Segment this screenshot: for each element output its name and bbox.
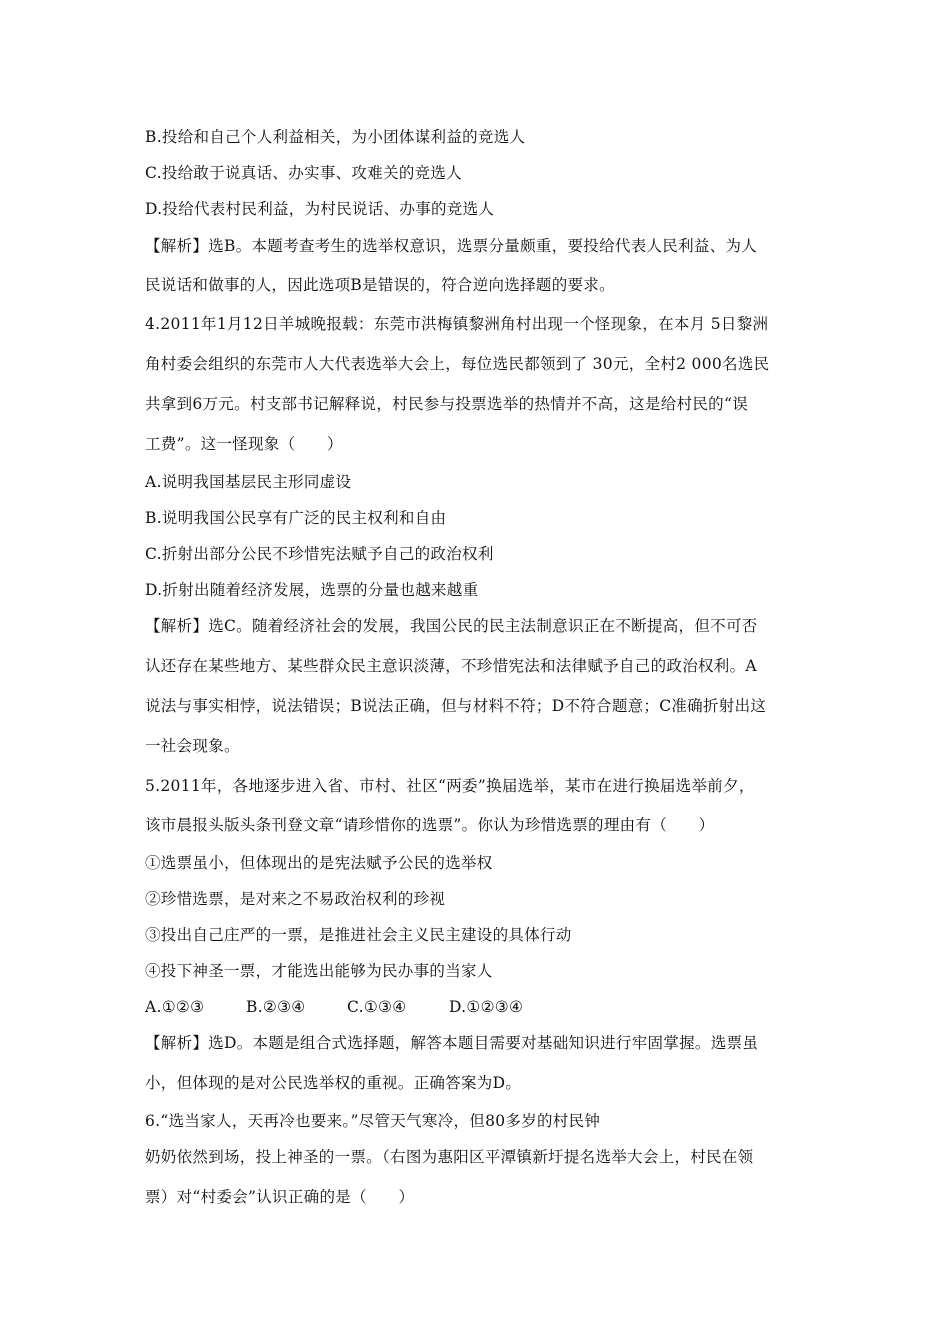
q3-analysis-line: 民说话和做事的人，因此选项B是错误的，符合逆向选择题的要求。 <box>145 276 615 294</box>
q4-option-d: D.折射出随着经济发展，选票的分量也越来越重 <box>145 581 479 599</box>
q4-stem-line: 4.2011年1月12日羊城晚报载：东莞市洪梅镇黎洲角村出现一个怪现象，在本月 5日黎洲 <box>145 315 769 333</box>
q5-choice-a: A.①②③ <box>145 998 205 1016</box>
q5-item: ③投出自己庄严的一票，是推进社会主义民主建设的具体行动 <box>145 926 572 944</box>
q4-option-a: A.说明我国基层民主形同虚设 <box>145 473 352 491</box>
q5-item: ④投下神圣一票，才能选出能够为民办事的当家人 <box>145 962 493 980</box>
q4-analysis-line: 【解析】选C。随着经济社会的发展，我国公民的民主法制意识正在不断提高，但不可否 <box>145 617 758 635</box>
q4-analysis-line: 一社会现象。 <box>145 737 240 755</box>
q4-stem-line: 共拿到6万元。村支部书记解释说，村民参与投票选举的热情并不高，这是给村民的“误 <box>145 395 748 413</box>
q5-item: ①选票虽小，但体现出的是宪法赋予公民的选举权 <box>145 854 493 872</box>
q6-stem-line: 6.“选当家人，天再冷也要来。”尽管天气寒冷，但80多岁的村民钟 <box>145 1112 601 1130</box>
q4-option-c: C.折射出部分公民不珍惜宪法赋予自己的政治权利 <box>145 545 494 563</box>
q5-choice-d: D.①②③④ <box>449 998 524 1016</box>
q5-stem-line: 该市晨报头版头条刊登文章“请珍惜你的选票”。你认为珍惜选票的理由有（ ） <box>145 816 715 834</box>
q3-option-d: D.投给代表村民利益，为村民说话、办事的竞选人 <box>145 200 495 218</box>
q4-stem-line: 工费”。这一怪现象（ ） <box>145 435 343 453</box>
q3-option-c: C.投给敢于说真话、办实事、攻难关的竞选人 <box>145 164 463 182</box>
q5-analysis-line: 小，但体现的是对公民选举权的重视。正确答案为D。 <box>145 1074 522 1092</box>
q4-stem-line: 角村委会组织的东莞市人大代表选举大会上，每位选民都领到了 30元，全村2 000名选民 <box>145 355 770 373</box>
q5-stem-line: 5.2011年，各地逐步进入省、市村、社区“两委”换届选举，某市在进行换届选举前夕， <box>145 777 755 795</box>
q4-analysis-line: 说法与事实相悖，说法错误；B说法正确，但与材料不符；D不符合题意；C准确折射出这 <box>145 697 767 715</box>
q6-stem-line: 奶奶依然到场，投上神圣的一票。（右图为惠阳区平潭镇新圩提名选举大会上，村民在领 <box>145 1148 754 1166</box>
q5-choices <box>145 997 523 1017</box>
q5-choice-c: C.①③④ <box>347 998 407 1016</box>
q6-stem-line: 票）对“村委会”认识正确的是（ ） <box>145 1188 415 1206</box>
q5-item: ②珍惜选票，是对来之不易政治权利的珍视 <box>145 890 446 908</box>
q3-option-b: B.投给和自己个人利益相关，为小团体谋利益的竞选人 <box>145 128 526 146</box>
q5-choice-b: B.②③④ <box>246 998 306 1016</box>
q3-analysis-line: 【解析】选B。本题考查考生的选举权意识，选票分量颇重，要投给代表人民利益、为人 <box>145 237 758 255</box>
q5-analysis-line: 【解析】选D。本题是组合式选择题，解答本题目需要对基础知识进行牢固掌握。选票虽 <box>145 1034 759 1052</box>
q4-option-b: B.说明我国公民享有广泛的民主权利和自由 <box>145 509 447 527</box>
q4-analysis-line: 认还存在某些地方、某些群众民主意识淡薄，不珍惜宪法和法律赋予自己的政治权利。A <box>145 657 757 675</box>
